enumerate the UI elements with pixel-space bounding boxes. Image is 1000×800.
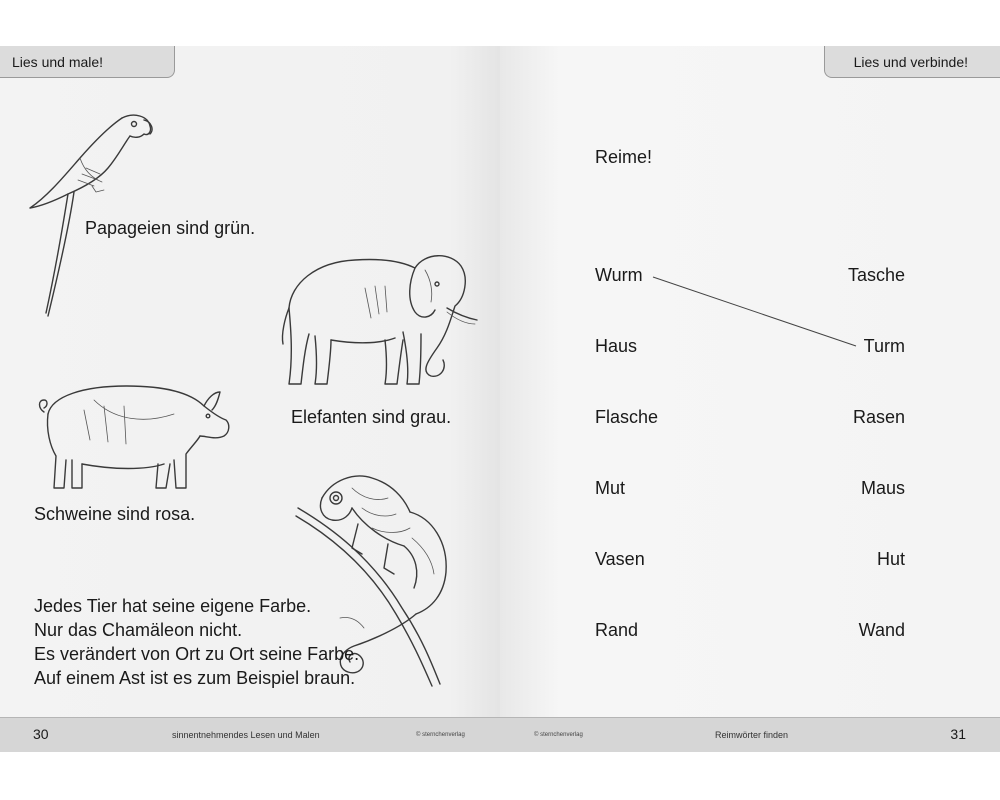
right-page bbox=[500, 46, 1000, 752]
left-page-tab: Lies und male! bbox=[0, 46, 175, 78]
paragraph-line: Nur das Chamäleon nicht. bbox=[34, 620, 243, 640]
rhyme-word-left: Mut bbox=[595, 478, 626, 498]
connection-line bbox=[500, 46, 1000, 752]
parrot-sentence: Papageien sind grün. bbox=[85, 218, 256, 238]
rhyme-word-right: Hut bbox=[876, 549, 905, 569]
footer-subtitle: sinnentnehmendes Lesen und Malen bbox=[172, 730, 320, 740]
paragraph-line: Auf einem Ast ist es zum Beispiel braun. bbox=[34, 668, 356, 688]
left-page bbox=[0, 46, 500, 752]
paragraph-line: Es verändert von Ort zu Ort seine Farbe. bbox=[34, 644, 360, 664]
right-footer bbox=[500, 717, 1000, 752]
rhyme-word-right: Rasen bbox=[852, 407, 905, 427]
left-footer bbox=[0, 717, 500, 752]
pig-sentence: Schweine sind rosa. bbox=[34, 504, 196, 524]
rhyme-word-left: Wurm bbox=[595, 265, 643, 285]
publisher-credit: © sternchenverlag bbox=[534, 732, 583, 738]
rhyme-word-left: Flasche bbox=[595, 407, 659, 427]
parrot-illustration bbox=[22, 108, 157, 323]
elephant-illustration bbox=[275, 248, 480, 393]
elephant-sentence: Elefanten sind grau. bbox=[291, 407, 452, 427]
rhyme-word-left: Haus bbox=[595, 336, 638, 356]
right-page-tab: Lies und verbinde! bbox=[824, 46, 1000, 78]
rhyme-word-left: Vasen bbox=[595, 549, 645, 569]
rhyme-word-right: Turm bbox=[863, 336, 905, 356]
pig-illustration bbox=[34, 380, 234, 495]
rhyme-word-right: Maus bbox=[860, 478, 905, 498]
rhyme-word-right: Wand bbox=[858, 620, 905, 640]
publisher-credit: © sternchenverlag bbox=[416, 732, 465, 738]
page-number: 31 bbox=[950, 726, 966, 742]
chameleon-paragraph bbox=[34, 594, 359, 690]
paragraph-line: Jedes Tier hat seine eigene Farbe. bbox=[34, 596, 312, 616]
footer-subtitle: Reimwörter finden bbox=[715, 730, 789, 740]
instruction-heading: Reime! bbox=[595, 147, 653, 167]
rhyme-word-right: Tasche bbox=[847, 265, 905, 285]
rhyme-word-left: Rand bbox=[595, 620, 639, 640]
page-number: 30 bbox=[33, 726, 49, 742]
